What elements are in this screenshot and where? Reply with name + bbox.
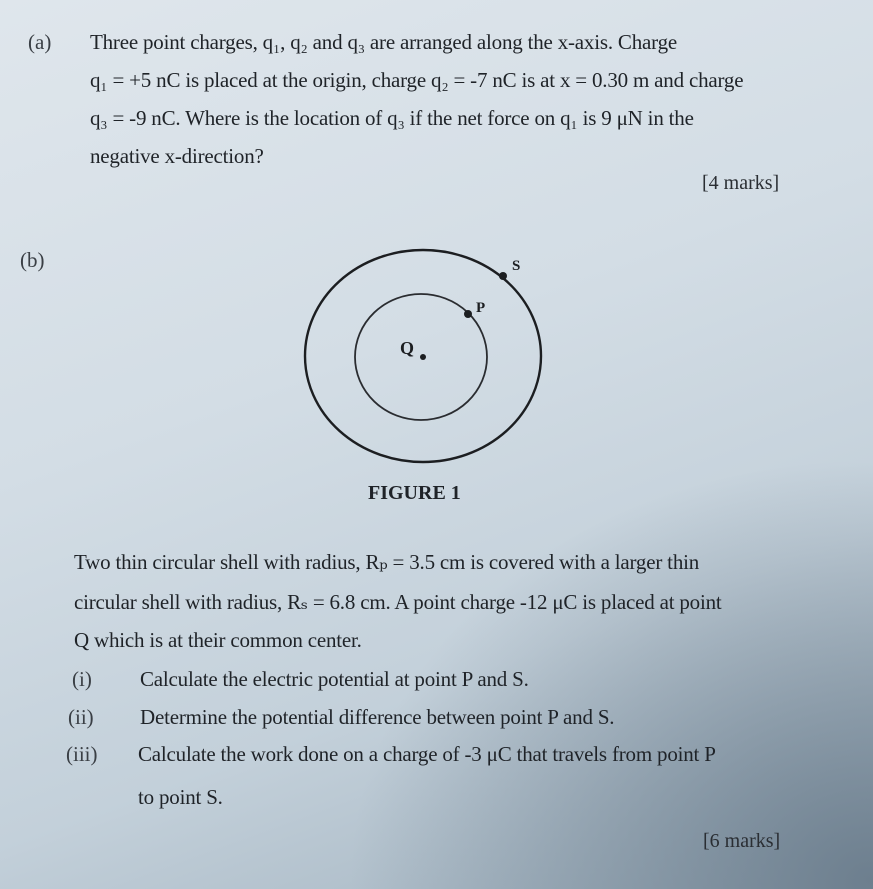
subquestion-iii-label: (iii) [66, 742, 98, 766]
part-b-label: (b) [20, 248, 45, 272]
part-a-marks: [4 marks] [702, 172, 780, 194]
part-a-line-3: q₃ = -9 nC. Where is the location of q₃ if the net force on q₁ is 9 μN in the [90, 106, 694, 130]
part-b-marks: [6 marks] [703, 830, 781, 852]
point-p-dot [464, 310, 472, 318]
subquestion-i-label: (i) [72, 667, 92, 691]
figure-caption: FIGURE 1 [368, 482, 461, 504]
figure-1-diagram [290, 240, 560, 480]
point-q-label: Q [400, 338, 415, 358]
part-a-line-2: q₁ = +5 nC is placed at the origin, charge q₂ = -7 nC is at x = 0.30 m and charge [90, 68, 744, 92]
subquestion-ii-label: (ii) [68, 705, 94, 729]
part-b-intro-line-3: Q which is at their common center. [74, 628, 362, 652]
part-a-line-4: negative x-direction? [90, 144, 264, 168]
part-a-label: (a) [28, 30, 52, 54]
point-s-label: S [512, 258, 521, 274]
subquestion-ii-text: Determine the potential difference between point P and S. [140, 705, 615, 729]
subquestion-i-text: Calculate the electric potential at point P and S. [140, 667, 529, 691]
part-b-intro-line-1: Two thin circular shell with radius, Rₚ = 3.5 cm is covered with a larger thin [74, 550, 700, 574]
point-q-dot [420, 354, 426, 360]
subquestion-iii-text: Calculate the work done on a charge of -3 μC that travels from point P [138, 742, 716, 766]
point-p-label: P [476, 300, 486, 316]
part-b-intro-line-2: circular shell with radius, Rₛ = 6.8 cm. A point charge -12 μC is placed at point [74, 590, 722, 614]
point-s-dot [499, 272, 507, 280]
subquestion-iii-text-continued: to point S. [138, 785, 223, 809]
part-a-line-1: Three point charges, q₁, q₂ and q₃ are arranged along the x-axis. Charge [90, 30, 677, 54]
